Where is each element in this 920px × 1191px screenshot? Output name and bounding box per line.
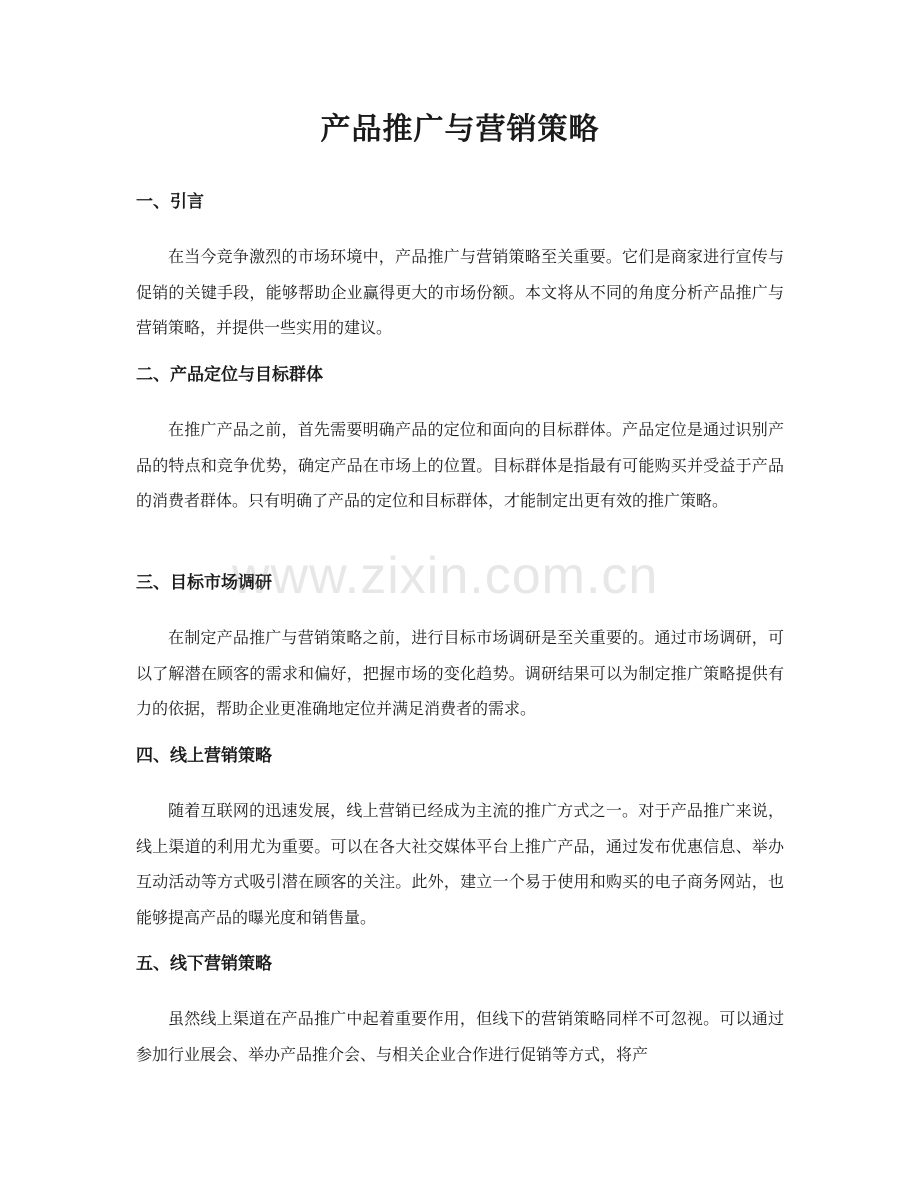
section-online-marketing xyxy=(136,743,784,935)
section-introduction xyxy=(136,189,784,346)
section-positioning-and-target-group xyxy=(136,362,784,519)
section-offline-marketing xyxy=(136,951,784,1072)
section-heading: 四、线上营销策略 xyxy=(136,746,272,766)
section-paragraph: 在制定产品推广与营销策略之前，进行目标市场调研是至关重要的。通过市场调研，可以了解潜在顾客的需求和偏好，把握市场的变化趋势。调研结果可以为制定推广策略提供有力的依据，帮助企业更准确地定位并满足消费者的需求。 xyxy=(136,628,784,718)
section-paragraph: 虽然线上渠道在产品推广中起着重要作用，但线下的营销策略同样不可忽视。可以通过参加行业展会、举办产品推介会、与相关企业合作进行促销等方式，将产 xyxy=(136,1009,784,1064)
section-heading: 三、目标市场调研 xyxy=(136,573,272,593)
section-heading: 二、产品定位与目标群体 xyxy=(136,365,323,385)
section-paragraph: 在推广产品之前，首先需要明确产品的定位和面向的目标群体。产品定位是通过识别产品的特点和竞争优势，确定产品在市场上的位置。目标群体是指最有可能购买并受益于产品的消费者群体。只有明确了产品的定位和目标群体，才能制定出更有效的推广策略。 xyxy=(136,420,784,510)
document-title: 产品推广与营销策略 xyxy=(320,112,600,147)
section-market-research xyxy=(136,570,784,727)
watermark: www.zixin.com.cn xyxy=(232,547,659,605)
section-heading: 一、引言 xyxy=(136,192,204,212)
section-paragraph: 在当今竞争激烈的市场环境中，产品推广与营销策略至关重要。它们是商家进行宣传与促销的关键手段，能够帮助企业赢得更大的市场份额。本文将从不同的角度分析产品推广与营销策略，并提供一些实用的建议。 xyxy=(136,247,784,337)
section-heading: 五、线下营销策略 xyxy=(136,954,272,974)
section-paragraph: 随着互联网的迅速发展，线上营销已经成为主流的推广方式之一。对于产品推广来说，线上渠道的利用尤为重要。可以在各大社交媒体平台上推广产品，通过发布优惠信息、举办互动活动等方式吸引潜在顾客的关注。此外，建立一个易于使用和购买的电子商务网站，也能够提高产品的曝光度和销售量。 xyxy=(136,801,784,927)
